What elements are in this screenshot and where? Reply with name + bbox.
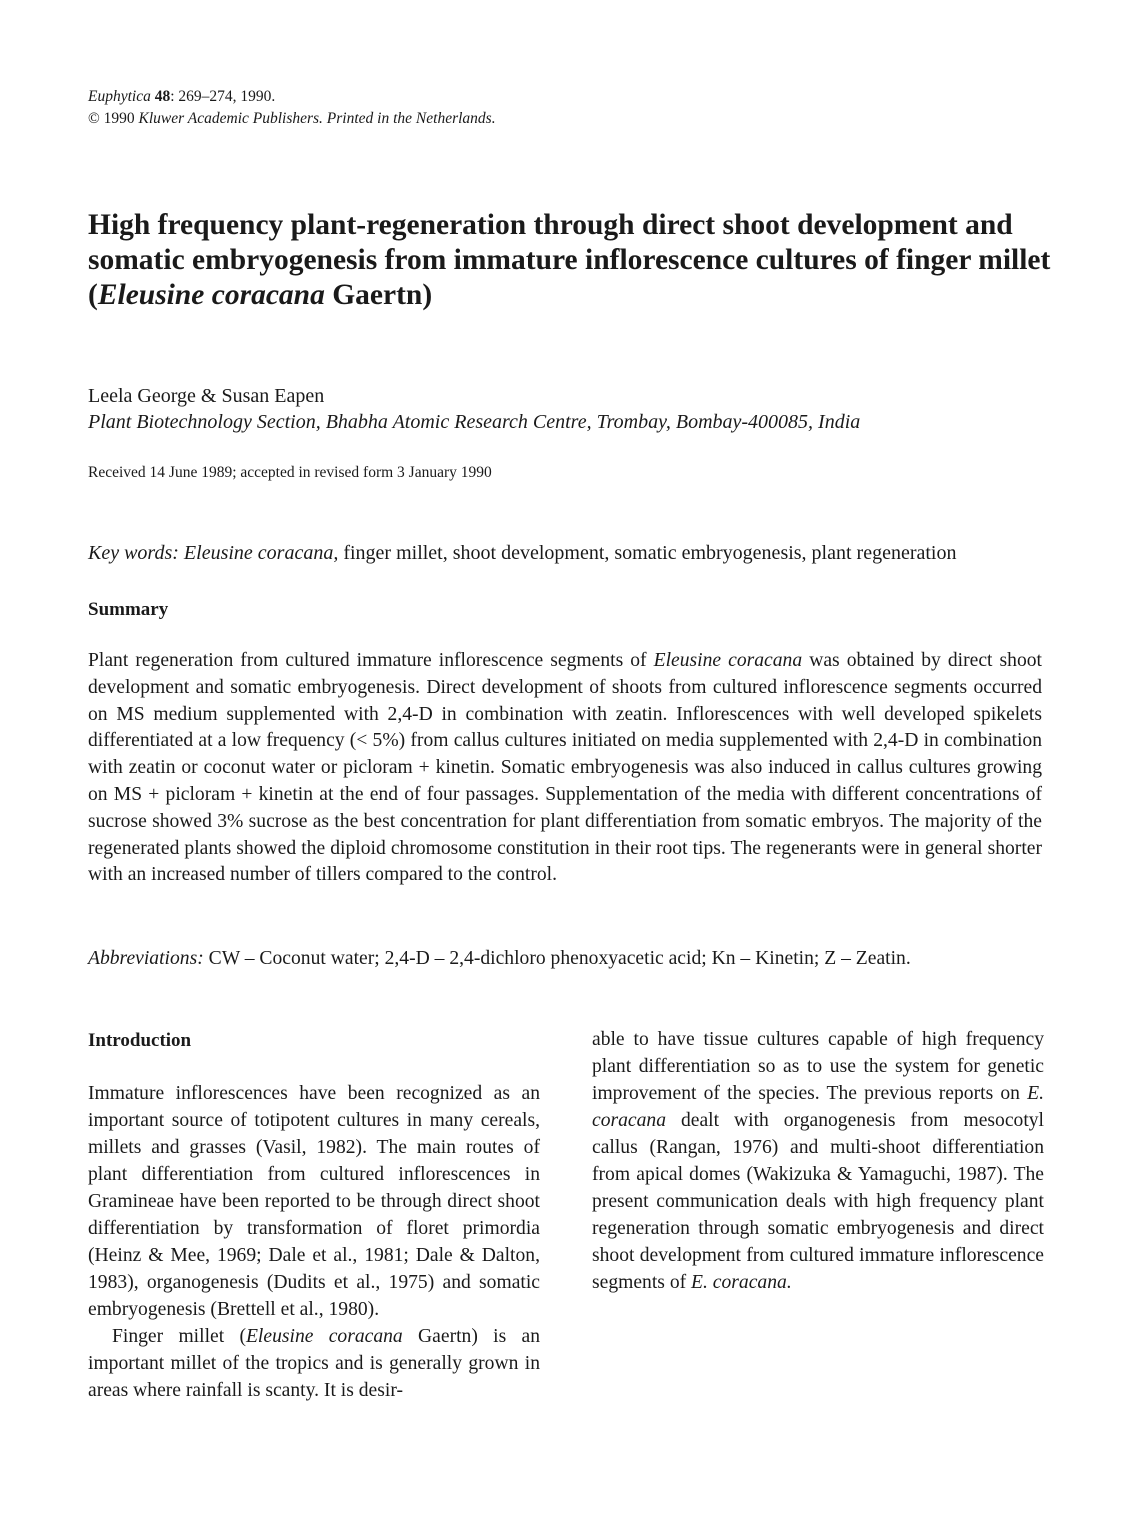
paper-title bbox=[88, 208, 1068, 313]
copyright-line bbox=[88, 108, 496, 130]
intro-paragraph-2-end bbox=[592, 1026, 1044, 1296]
keywords bbox=[88, 539, 1048, 567]
p2-start: Finger millet ( bbox=[112, 1326, 246, 1347]
abbreviations-label: Abbreviations: bbox=[88, 948, 204, 969]
intro-paragraph-2-start bbox=[88, 1323, 540, 1404]
p2-abbr2: E. coracana. bbox=[691, 1272, 792, 1293]
journal-pages-year: : 269–274, 1990. bbox=[170, 88, 276, 105]
p2-species: Eleusine coracana bbox=[245, 1326, 403, 1347]
summary-part1: Plant regeneration from cultured immature inflorescence segments of bbox=[88, 650, 654, 671]
journal-header bbox=[88, 86, 496, 130]
received-dates: Received 14 June 1989; accepted in revised form 3 January 1990 bbox=[88, 464, 492, 481]
keywords-label: Key words: bbox=[88, 542, 179, 564]
summary-part2: was obtained by direct shoot development and somatic embryogenesis. Direct development of shoots from cultured inflorescence segments occurred on MS medium supplemented with 2,4-D in combination with zeatin. Inflorescences with well developed spikelets differentiated at a low frequency (< 5%) from callus cultures initiated on media supplemented with 2,4-D in combination with zeatin or coconut water or picloram + kinetin. Somatic embryogenesis was also induced in callus cultures growing on MS + picloram + kinetin at the end of four passages. Supplementation of the media with different concentrations of sucrose showed 3% sucrose as the best concentration for plant differentiation from somatic embryos. The majority of the regenerated plants showed the diploid chromosome constitution in their root tips. The regenerants were in general shorter with an increased number of tillers compared to the control. bbox=[88, 650, 1042, 886]
journal-name: Euphytica bbox=[88, 88, 151, 105]
abbreviations bbox=[88, 945, 1048, 972]
journal-volume: 48 bbox=[154, 88, 171, 105]
affiliation: Plant Biotechnology Section, Bhabha Atomic Research Centre, Trombay, Bombay-400085, India bbox=[88, 411, 861, 433]
copyright-symbol: © bbox=[88, 110, 100, 127]
p2-cont-right: able to have tissue cultures capable of high frequency plant differentiation so as to use the system for genetic improvement of the species. The previous reports on bbox=[592, 1029, 1044, 1104]
p2-cont-left: Gaertn) is an important millet of the tropics and is generally grown in areas where rainfall is scanty. It is desir- bbox=[88, 1326, 540, 1401]
keywords-terms: finger millet, shoot development, somatic embryogenesis, plant regeneration bbox=[338, 542, 957, 564]
p2-c: dealt with organogenesis from mesocotyl callus (Rangan, 1976) and multi-shoot differentiation from apical domes (Wakizuka & Yamaguchi, 1987). The present communication deals with high frequency plant regeneration through somatic embryogenesis and direct shoot development from cultured immature inflorescence segments of bbox=[592, 1110, 1044, 1293]
p2-abbr1: E. coracana bbox=[592, 1083, 1044, 1131]
abbreviations-text: CW – Coconut water; 2,4-D – 2,4-dichloro phenoxyacetic acid; Kn – Kinetin; Z – Zeatin. bbox=[203, 948, 911, 969]
introduction-heading: Introduction bbox=[88, 1030, 192, 1051]
summary-heading: Summary bbox=[88, 599, 169, 620]
title-authority: Gaertn) bbox=[324, 279, 433, 311]
right-column bbox=[592, 1026, 1044, 1296]
copyright-year: 1990 bbox=[99, 110, 139, 127]
title-species: Eleusine coracana bbox=[97, 279, 325, 311]
keywords-species: Eleusine coracana, bbox=[178, 542, 339, 564]
publisher: Kluwer Academic Publishers. Printed in the Netherlands. bbox=[138, 110, 496, 127]
title-open-paren: ( bbox=[88, 279, 98, 311]
summary-text bbox=[88, 648, 1042, 889]
authors: Leela George & Susan Eapen bbox=[88, 385, 325, 407]
summary-species: Eleusine coracana bbox=[653, 650, 803, 671]
citation-line bbox=[88, 86, 496, 108]
title-main: High frequency plant-regeneration through direct shoot development and somatic embryogenesis from immature inflorescence cultures of finger millet bbox=[88, 209, 1051, 276]
intro-paragraph-1: Immature inflorescences have been recognized as an important source of totipotent cultures in many cereals, millets and grasses (Vasil, 1982). The main routes of plant differentiation from cultured inflorescences in Gramineae have been reported to be through direct shoot differentiation by transformation of floret primordia (Heinz & Mee, 1969; Dale et al., 1981; Dale & Dalton, 1983), organogenesis (Dudits et al., 1975) and somatic embryogenesis (Brettell et al., 1980). bbox=[88, 1083, 540, 1320]
left-column bbox=[88, 1080, 540, 1404]
